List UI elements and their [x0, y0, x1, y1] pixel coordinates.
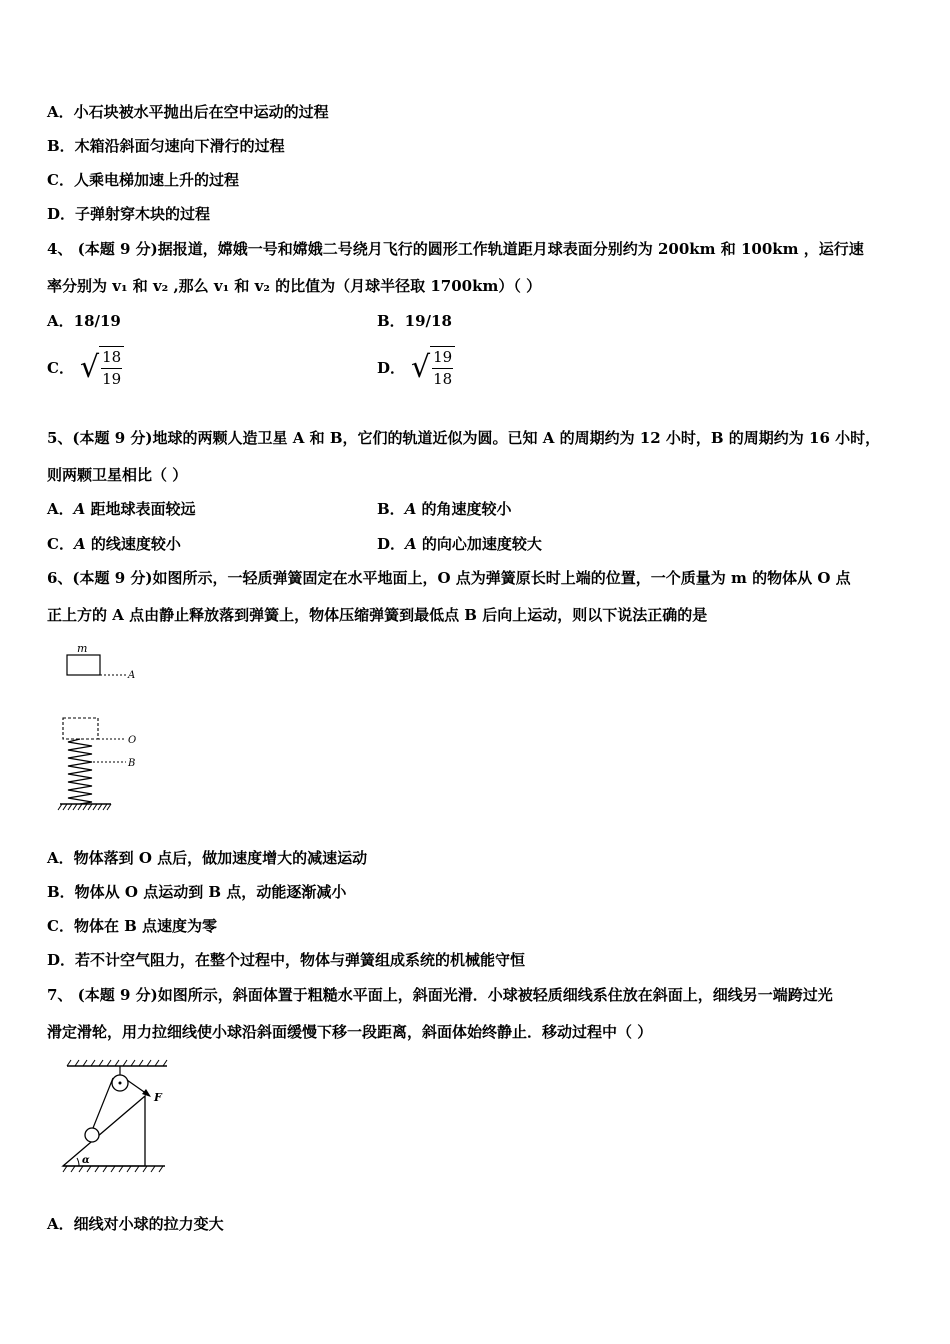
fig-label-b: B	[128, 758, 136, 769]
fig-label-f: F	[154, 1091, 162, 1104]
q4-option-d-label: D．	[377, 359, 406, 377]
q4-option-d-sqrt	[411, 346, 455, 390]
q5-option-b-variable: A	[404, 500, 417, 518]
q3-option-c: C．人乘电梯加速上升的过程	[47, 171, 239, 189]
q5-option-b-label: B．	[377, 500, 405, 518]
q5-stem-line2: 则两颗卫星相比（ ）	[47, 466, 188, 484]
pulley-axle	[119, 1082, 122, 1085]
q7-stem-line1: 7、 (本题 9 分)如图所示，斜面体置于粗糙水平面上，斜面光滑．小球被轻质细线系住放在斜面上，细线另一端跨过光	[47, 986, 833, 1004]
q5-option-b-text: 的角速度较小	[416, 500, 512, 518]
q3-option-a: A．小石块被水平抛出后在空中运动的过程	[47, 103, 329, 121]
q4-option-c-sqrt	[80, 346, 124, 390]
q4-stem-line1: 4、 (本题 9 分)据报道，嫦娥一号和嫦娥二号绕月飞行的圆形工作轨道距月球表面分别约为 200km 和 100km ，运行速	[47, 240, 864, 258]
mass-block-dashed	[63, 718, 98, 739]
q6-option-d: D．若不计空气阻力，在整个过程中，物体与弹簧组成系统的机械能守恒	[47, 951, 526, 969]
q6-option-c: C．物体在 B 点速度为零	[47, 917, 218, 935]
q7-stem-line2: 滑定滑轮，用力拉细线使小球沿斜面缓慢下移一段距离，斜面体始终静止．移动过程中（ ）	[47, 1023, 653, 1041]
q5-option-a	[47, 499, 196, 519]
q4-option-c-numerator: 18	[101, 347, 122, 369]
incline-block	[63, 1096, 145, 1166]
q5-option-a-label: A．	[47, 500, 74, 518]
ground-hatching	[58, 804, 111, 810]
string-to-ball	[91, 1078, 113, 1133]
q5-option-d-text: 的向心加速度较大	[416, 535, 542, 553]
q6-option-b: B．物体从 O 点运动到 B 点，动能逐渐减小	[47, 883, 347, 901]
q5-option-d-variable: A	[405, 535, 417, 553]
q4-option-d-numerator: 19	[432, 347, 453, 369]
fig-label-m: m	[77, 642, 88, 655]
fig-label-o: O	[128, 735, 137, 746]
force-arrow-icon	[142, 1089, 151, 1097]
q4-option-b: B．19/18	[377, 312, 452, 330]
q4-option-d	[377, 344, 455, 392]
radical-sign-icon: √	[411, 350, 431, 385]
mass-block-at-a	[67, 655, 100, 675]
q5-option-a-variable: A	[73, 500, 86, 518]
spring-figure	[55, 640, 165, 815]
q7-option-a: A．细线对小球的拉力变大	[47, 1215, 224, 1233]
q3-option-d: D．子弹射穿木块的过程	[47, 205, 211, 223]
q5-option-a-text: 距地球表面较远	[85, 500, 196, 518]
ball	[85, 1128, 99, 1142]
q5-option-d-label: D．	[377, 535, 406, 553]
q4-stem-line2: 率分别为 v₁ 和 v₂ ,那么 v₁ 和 v₂ 的比值为（月球半径取 1700km）（ ）	[47, 277, 542, 295]
fig-label-alpha: α	[82, 1155, 90, 1166]
q3-option-b: B．木箱沿斜面匀速向下滑行的过程	[47, 137, 285, 155]
q4-option-d-fraction	[430, 346, 455, 390]
floor-hatching	[63, 1166, 163, 1172]
q5-option-b	[377, 499, 512, 519]
fig-label-a: A	[128, 670, 136, 681]
q5-option-d	[377, 534, 542, 554]
angle-arc	[77, 1158, 79, 1166]
q6-stem-line1: 6、(本题 9 分)如图所示，一轻质弹簧固定在水平地面上，O 点为弹簧原长时上端的位置，一个质量为 m 的物体从 O 点	[47, 569, 851, 587]
q4-option-a: A．18/19	[47, 312, 121, 330]
radical-sign-icon: √	[79, 350, 100, 385]
q4-option-c	[47, 344, 124, 392]
q5-option-c-variable: A	[73, 535, 86, 553]
incline-figure	[55, 1058, 175, 1178]
q4-option-c-label: C．	[47, 359, 74, 377]
q4-option-d-denominator: 18	[433, 370, 453, 388]
q6-option-a: A．物体落到 O 点后，做加速度增大的减速运动	[47, 849, 368, 867]
spring	[68, 739, 92, 804]
q4-option-c-fraction	[99, 346, 124, 390]
q5-stem-line1: 5、(本题 9 分)地球的两颗人造卫星 A 和 B，它们的轨道近似为圆。已知 A 的周期约为 12 小时，B 的周期约为 16 小时，	[47, 429, 881, 447]
q5-option-c	[47, 534, 181, 554]
q5-option-c-label: C．	[47, 535, 74, 553]
q4-option-c-denominator: 19	[102, 370, 122, 388]
q5-option-c-text: 的线速度较小	[85, 535, 181, 553]
ceiling-hatching	[67, 1060, 167, 1066]
q6-stem-line2: 正上方的 A 点由静止释放落到弹簧上，物体压缩弹簧到最低点 B 后向上运动，则以下说法正确的是	[47, 606, 708, 624]
